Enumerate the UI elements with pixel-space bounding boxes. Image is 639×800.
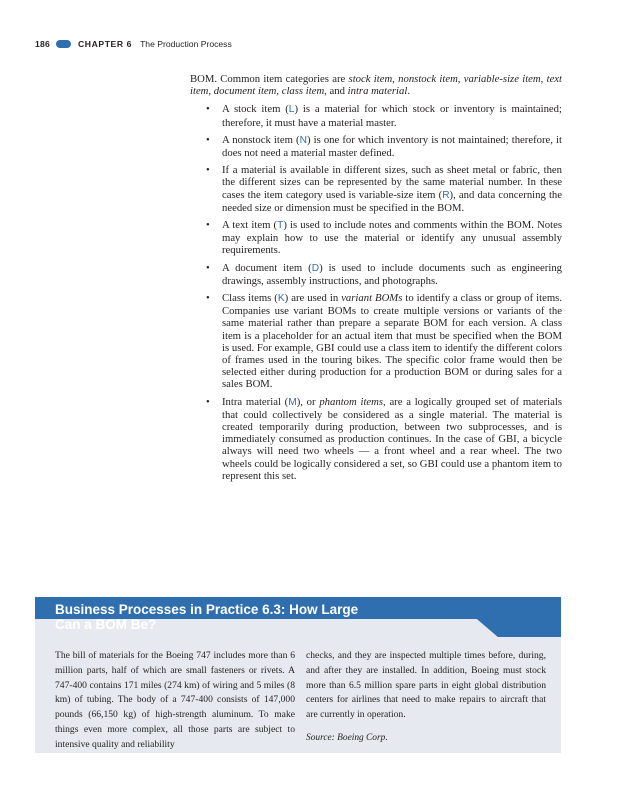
list-item-text: Class items ( xyxy=(222,292,278,305)
list-item-text: A text item ( xyxy=(222,219,278,232)
item-category-code: T xyxy=(277,220,284,232)
item-category-code: K xyxy=(277,293,285,305)
bullet-icon: • xyxy=(206,219,210,232)
chapter-label: CHAPTER 6 xyxy=(77,39,133,49)
item-category-code: D xyxy=(311,262,320,274)
item-category-code: M xyxy=(288,396,297,408)
list-item xyxy=(190,164,562,214)
list-item xyxy=(190,219,562,257)
list-item-text: Intra material ( xyxy=(222,395,289,408)
intro-term: document item xyxy=(213,85,277,98)
list-item xyxy=(190,103,562,128)
item-category-code: N xyxy=(299,134,307,146)
bullet-icon: • xyxy=(206,103,210,116)
list-item-text: ), or xyxy=(296,395,320,408)
item-category-list xyxy=(190,103,562,482)
intro-text: , xyxy=(392,73,399,85)
list-item-text: ), and data concerning the needed size or dimension must be specified in the BOM. xyxy=(222,188,563,214)
intro-term: nonstock item xyxy=(398,73,458,85)
practice-box-text-1: The bill of materials for the Boeing 747 includes more than 6 million parts, half of which are small fasteners or rivets. A 747-400 contains 171 miles (274 km) of wiring and 5 miles (8 km) of tubing. The body of a 747-400 consists of 147,000 pounds (66,150 kg) of high-strength aluminum. To make things even more complex, all those parts are subject to intensive quality and reliability xyxy=(55,650,295,750)
list-item-text: ) are used in xyxy=(284,292,342,305)
practice-box-text-2: checks, and they are inspected multiple times before, during, and after they are installed. In addition, Boeing must stock more than 6.5 million spare parts in eight global distribution centers for airlines that need to make repairs to aircraft that are currently in operation. xyxy=(306,650,546,721)
intro-text: , xyxy=(457,73,464,85)
item-category-code: L xyxy=(288,104,295,116)
chapter-title: The Production Process xyxy=(140,39,232,49)
practice-box-source: Source: Boeing Corp. xyxy=(306,732,388,743)
intro-term: text item xyxy=(190,73,563,98)
list-item xyxy=(190,292,562,391)
list-item-text: A document item ( xyxy=(222,261,312,274)
list-item-text: ) is used to include documents such as engineering drawings, assembly instructions, and photographs. xyxy=(222,261,563,287)
practice-box-title xyxy=(55,603,435,632)
list-item xyxy=(190,396,562,482)
main-text xyxy=(190,73,562,487)
list-item-text: If a material is available in different sizes, such as sheet metal or fabric, then the different sizes can be represented by the same material number. In these cases the item category used is variable-size item ( xyxy=(222,164,562,201)
list-item-term: phantom items xyxy=(319,395,384,408)
intro-text: , xyxy=(208,85,214,98)
practice-box xyxy=(35,597,561,753)
list-item xyxy=(190,134,562,159)
list-item-text: ) is one for which inventory is not maintained; therefore, it does not need a material master defined. xyxy=(222,133,562,160)
intro-term: intra material xyxy=(347,85,408,98)
bullet-icon: • xyxy=(206,164,210,177)
intro-paragraph xyxy=(190,73,562,97)
intro-text: , xyxy=(540,73,547,85)
practice-box-title-line2: Can a BOM Be? xyxy=(55,616,157,632)
practice-box-title-line1: Business Processes in Practice 6.3: How Large xyxy=(55,602,359,617)
intro-term: stock item xyxy=(348,73,393,85)
list-item-term: variant BOMs xyxy=(341,292,403,305)
intro-term: variable-size item xyxy=(463,73,541,85)
bullet-icon: • xyxy=(206,395,210,408)
list-item-text: ) is used to include notes and comments within the BOM. Notes may explain how to use the material or identify any unusual assembly requirements. xyxy=(222,219,562,257)
chapter-marker-icon xyxy=(56,40,71,48)
practice-box-column-2 xyxy=(306,649,546,746)
item-category-code: R xyxy=(442,189,450,201)
bullet-icon: • xyxy=(206,261,210,274)
practice-box-column-1 xyxy=(55,649,295,753)
list-item-text: A stock item ( xyxy=(222,103,289,116)
intro-term: class item xyxy=(281,85,325,98)
list-item xyxy=(190,262,562,287)
list-item-text: to identify a class or group of items. Companies use variant BOMs to create multiple versions or variants of the same material rather than prepare a separate BOM for each version. A class item is a placeholder for an actual item that must be specified when the BOM is used. For example, GBI could use a class item to identify the different colors of frames used in the touring bikes. The specific color frame would then be selected either during production for a production BOM or during sales for a sales BOM. xyxy=(222,292,563,391)
intro-text: , xyxy=(276,85,282,98)
intro-text: , and xyxy=(324,85,348,98)
list-item-text: A nonstock item ( xyxy=(222,133,300,146)
list-item-text: ) is a material for which stock or inventory is maintained; therefore, it must have a material master. xyxy=(222,103,562,129)
intro-text: . xyxy=(407,85,410,98)
running-header xyxy=(35,38,232,50)
list-item-text: , are a logically grouped set of materials that could collectively be considered as a single material. The material is created temporarily during production, between two subprocesses, and is immediately consumed as production continues. In the case of GBI, a bicycle always will need two wheels — a front wheel and a rear wheel. The two wheels could be logically considered a set, so GBI could use a phantom item to represent this set. xyxy=(222,395,562,482)
bullet-icon: • xyxy=(206,133,210,146)
bullet-icon: • xyxy=(206,292,210,305)
page-number: 186 xyxy=(35,39,50,49)
intro-text: BOM. Common item categories are xyxy=(190,73,349,85)
